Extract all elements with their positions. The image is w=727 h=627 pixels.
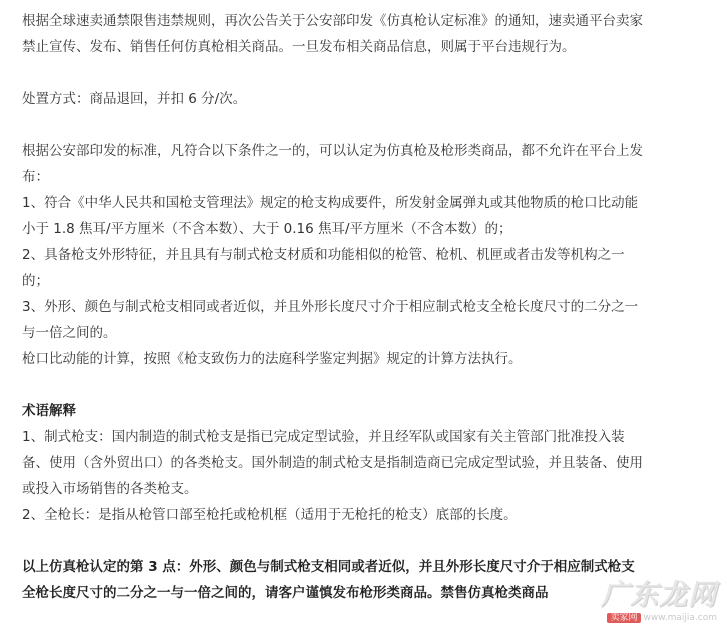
spacer bbox=[22, 528, 722, 554]
penalty-text: 处置方式：商品退回，并扣 6 分/次。 bbox=[22, 91, 247, 107]
term-1-line-1: 1、制式枪支：国内制造的制式枪支是指已完成定型试验，并且经军队或国家有关主管部门批准投入装 bbox=[22, 429, 625, 445]
watermark-sub bbox=[607, 610, 717, 623]
watermark-tag: 卖家网 bbox=[607, 613, 640, 623]
calculation-note: 枪口比动能的计算，按照《枪支致伤力的法庭科学鉴定判据》规定的计算方法执行。 bbox=[22, 351, 522, 367]
document-body bbox=[22, 8, 722, 606]
term-1-line-2: 备、使用（含外贸出口）的各类枪支。国外制造的制式枪支是指制造商已完成定型试验，并且装备、使用 bbox=[22, 455, 643, 471]
criterion-2-line-1: 2、具备枪支外形特征，并且具有与制式枪支材质和功能相似的枪管、枪机、机匣或者击发等机构之一 bbox=[22, 247, 625, 263]
intro-line-2: 禁止宣传、发布、销售任何仿真枪相关商品。一旦发布相关商品信息，则属于平台违规行为。 bbox=[22, 39, 576, 55]
watermark-main-text: 广东龙网 bbox=[600, 578, 717, 611]
terms-heading: 术语解释 bbox=[22, 403, 76, 419]
term-1-line-3: 或投入市场销售的各类枪支。 bbox=[22, 481, 198, 497]
criterion-1-line-2: 小于 1.8 焦耳/平方厘米（不含本数）、大于 0.16 焦耳/平方厘米（不含本数）的； bbox=[22, 221, 512, 237]
spacer bbox=[22, 112, 722, 138]
spacer bbox=[22, 372, 722, 398]
criterion-2-line-2: 的； bbox=[22, 273, 49, 289]
criterion-3-line-1: 3、外形、颜色与制式枪支相同或者近似，并且外形长度尺寸介于相应制式枪支全枪长度尺寸的二分之一 bbox=[22, 299, 639, 315]
watermark-url: www.maijia.com bbox=[643, 613, 717, 623]
criterion-1-line-1: 1、符合《中华人民共和国枪支管理法》规定的枪支构成要件，所发射金属弹丸或其他物质的枪口比动能 bbox=[22, 195, 639, 211]
intro-line-1: 根据全球速卖通禁限售违禁规则，再次公告关于公安部印发《仿真枪认定标准》的通知，速卖通平台卖家 bbox=[22, 13, 643, 29]
spacer bbox=[22, 60, 722, 86]
standard-line-2: 布： bbox=[22, 169, 49, 185]
standard-line-1: 根据公安部印发的标准，凡符合以下条件之一的，可以认定为仿真枪及枪形类商品，都不允许在平台上发 bbox=[22, 143, 643, 159]
summary-line-2: 全枪长度尺寸的二分之一与一倍之间的，请客户谨慎发布枪形类商品。禁售仿真枪类商品 bbox=[22, 585, 549, 601]
term-2-line-1: 2、全枪长：是指从枪管口部至枪托或枪机框（适用于无枪托的枪支）底部的长度。 bbox=[22, 507, 517, 523]
summary-line-1: 以上仿真枪认定的第 3 点：外形、颜色与制式枪支相同或者近似，并且外形长度尺寸介于相应制式枪支 bbox=[22, 559, 635, 575]
criterion-3-line-2: 与一倍之间的。 bbox=[22, 325, 117, 341]
